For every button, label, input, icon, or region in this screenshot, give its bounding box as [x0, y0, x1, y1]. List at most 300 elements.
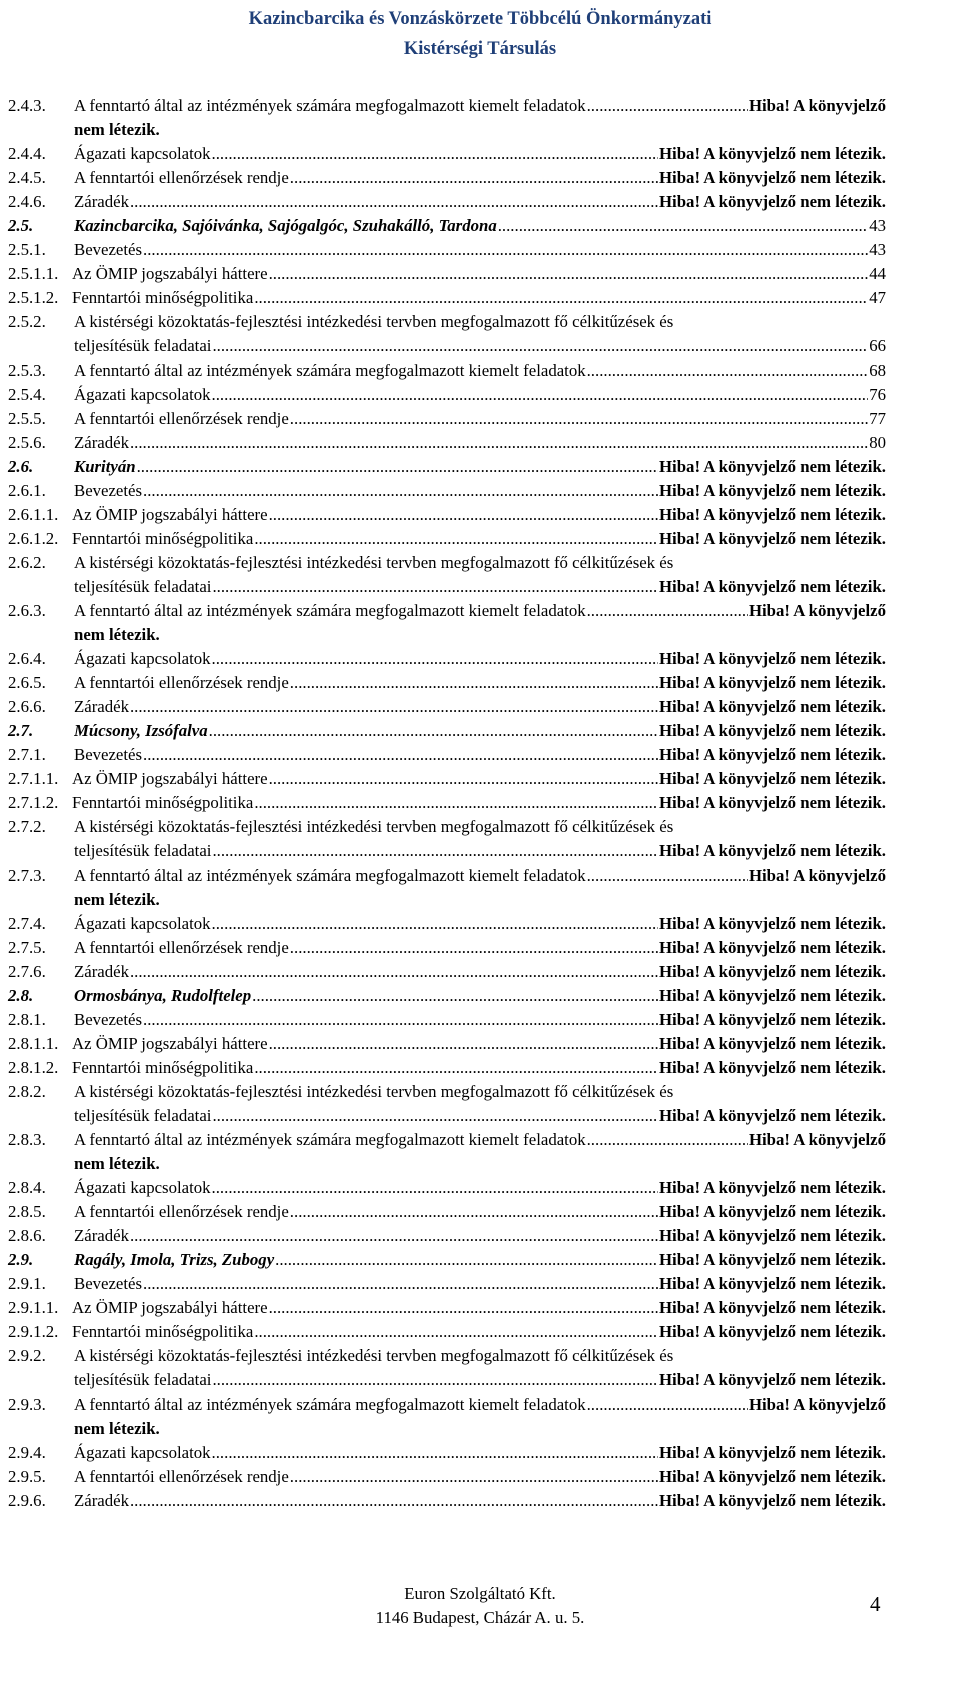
toc-entry-line [74, 310, 886, 334]
toc-entry-number: 2.6.1.1. [8, 504, 59, 524]
dot-leader [212, 142, 658, 166]
toc-entry-error: Hiba! A könyvjelző nem létezik. [659, 985, 886, 1005]
toc-entry-title: Bevezetés [74, 1274, 143, 1294]
toc-entry[interactable] [8, 984, 886, 1008]
toc-entry-body [74, 1128, 886, 1176]
dot-leader [269, 767, 658, 791]
toc-entry[interactable] [8, 214, 886, 238]
toc-entry-title: Az ÖMIP jogszabályi háttere [72, 1033, 268, 1053]
toc-entry-error: Hiba! A könyvjelző nem létezik. [659, 1226, 886, 1246]
toc-entry-page: 44 [869, 264, 886, 284]
toc-entry-error: Hiba! A könyvjelző nem létezik. [659, 721, 886, 741]
dot-leader [130, 960, 658, 984]
toc-entry-line [74, 1489, 886, 1513]
toc-entry-line [74, 743, 886, 767]
toc-entry-line [74, 431, 886, 455]
toc-entry-line [74, 695, 886, 719]
dot-leader [290, 407, 868, 431]
toc-entry-number: 2.6.5. [8, 673, 46, 693]
toc-entry-line [74, 1152, 886, 1176]
toc-entry-title: A fenntartói ellenőrzések rendje [74, 408, 289, 428]
dot-leader [143, 1008, 658, 1032]
dot-leader [212, 1441, 658, 1465]
dot-leader [212, 912, 658, 936]
toc-entry-body [74, 142, 886, 166]
toc-entry-title: Bevezetés [74, 1009, 143, 1029]
dot-leader [209, 719, 658, 743]
toc-entry-error: Hiba! A könyvjelző [748, 96, 886, 115]
toc-entry-error: Hiba! A könyvjelző nem létezik. [659, 1442, 886, 1462]
toc-entry-line [74, 623, 886, 647]
toc-entry-error: Hiba! A könyvjelző nem létezik. [659, 745, 886, 765]
toc-entry[interactable] [8, 791, 886, 815]
toc-entry-number: 2.6.3. [8, 600, 46, 620]
dot-leader [143, 743, 658, 767]
toc-entry-line [74, 1248, 886, 1272]
toc-entry-error: Hiba! A könyvjelző nem létezik. [659, 1105, 886, 1125]
toc-entry[interactable] [8, 503, 886, 527]
toc-entry[interactable] [8, 1393, 886, 1441]
toc-entry-number: 2.5.6. [8, 432, 46, 452]
toc-entry-line [72, 262, 886, 286]
toc-entry-line [72, 791, 886, 815]
toc-entry-body [74, 238, 886, 262]
dot-leader [587, 94, 748, 118]
toc-entry-error: Hiba! A könyvjelző [748, 865, 886, 885]
toc-entry[interactable] [8, 599, 886, 647]
toc-entry-body [74, 551, 886, 599]
toc-entry-number: 2.9. [8, 1250, 34, 1270]
toc-entry-body [74, 1393, 886, 1441]
toc-entry-error: Hiba! A könyvjelző nem létezik. [659, 649, 886, 669]
dot-leader [587, 1393, 748, 1417]
toc-entry-error: Hiba! A könyvjelző nem létezik. [659, 1490, 886, 1510]
dot-leader [269, 503, 658, 527]
toc-entry-body [74, 815, 886, 863]
toc-entry-title: A kistérségi közoktatás-fejlesztési intézkedési tervben megfogalmazott fő célkitűzések és [74, 817, 674, 837]
toc-entry-line [72, 1296, 886, 1320]
toc-entry-title: A kistérségi közoktatás-fejlesztési intézkedési tervben megfogalmazott fő célkitűzések és [74, 312, 674, 332]
dot-leader [254, 791, 658, 815]
toc-entry-body [74, 94, 886, 142]
toc-entry-body [74, 166, 886, 190]
toc-entry[interactable] [8, 286, 886, 310]
toc-entry-error: Hiba! A könyvjelző nem létezik. [659, 168, 886, 188]
toc-entry-line [74, 912, 886, 936]
toc-entry-number: 2.7.4. [8, 913, 46, 933]
toc-entry-error-continued: nem létezik. [74, 889, 160, 909]
dot-leader [587, 864, 748, 888]
toc-entry-title: A fenntartói ellenőrzések rendje [74, 1202, 289, 1222]
toc-entry-number: 2.8.2. [8, 1081, 46, 1101]
toc-entry-body [74, 1441, 886, 1465]
toc-entry-line [74, 1393, 886, 1417]
toc-entry-title: Ágazati kapcsolatok [74, 384, 211, 404]
toc-entry[interactable] [8, 455, 886, 479]
dot-leader [254, 527, 658, 551]
dot-leader [254, 286, 868, 310]
toc-entry-page: 77 [869, 408, 886, 428]
toc-entry[interactable] [8, 1176, 886, 1200]
toc-entry-title: A fenntartó által az intézmények számára megfogalmazott kiemelt feladatok [74, 1130, 586, 1150]
toc-entry-title: A kistérségi közoktatás-fejlesztési intézkedési tervben megfogalmazott fő célkitűzések és [74, 552, 674, 572]
toc-entry[interactable] [8, 1489, 886, 1513]
toc-entry-number: 2.5.1.2. [8, 288, 59, 308]
dot-leader [269, 262, 869, 286]
toc-entry-number: 2.7.1.2. [8, 793, 59, 813]
toc-entry-number: 2.9.1.2. [8, 1322, 59, 1342]
toc-entry-title: Az ÖMIP jogszabályi háttere [72, 769, 268, 789]
toc-entry[interactable] [8, 142, 886, 166]
toc-entry-number: 2.7.3. [8, 865, 46, 885]
toc-entry-error: Hiba! A könyvjelző [748, 1130, 886, 1150]
toc-entry-line [74, 1128, 886, 1152]
toc-entry-title: Ragály, Imola, Trizs, Zubogy [74, 1250, 275, 1270]
toc-entry-body [74, 864, 886, 912]
toc-entry-error: Hiba! A könyvjelző nem létezik. [659, 1057, 886, 1077]
toc-entry[interactable] [8, 1224, 886, 1248]
toc-entry-body [74, 214, 886, 238]
toc-entry-error: Hiba! A könyvjelző nem létezik. [659, 504, 886, 524]
toc-entry-line [74, 551, 886, 575]
toc-entry-error-continued: nem létezik. [74, 625, 160, 645]
toc-entry-line [74, 334, 886, 358]
toc-entry[interactable] [8, 647, 886, 671]
toc-entry-body [72, 262, 886, 286]
toc-entry-number: 2.4.5. [8, 168, 46, 188]
toc-entry-body [72, 503, 886, 527]
toc-entry-body [74, 912, 886, 936]
toc-entry-number: 2.7. [8, 721, 34, 741]
toc-entry[interactable] [8, 527, 886, 551]
toc-entry-line [74, 94, 886, 118]
toc-entry-title-continued: teljesítésük feladatai [74, 1370, 212, 1390]
toc-entry-page: 76 [869, 384, 886, 404]
toc-entry-number: 2.5. [8, 216, 34, 236]
header-organization: Kazincbarcika és Vonzáskörzete Többcélú Önkormányzati [248, 9, 712, 29]
toc-entry-body [74, 455, 886, 479]
toc-entry-title: Fenntartói minőségpolitika [72, 288, 254, 308]
toc-entry[interactable] [8, 912, 886, 936]
dot-leader [587, 359, 869, 383]
toc-entry-title-continued: teljesítésük feladatai [74, 1105, 212, 1125]
toc-entry[interactable] [8, 431, 886, 455]
toc-entry-line [72, 767, 886, 791]
toc-entry-title: Fenntartói minőségpolitika [72, 1057, 254, 1077]
toc-entry-error: Hiba! A könyvjelző nem létezik. [659, 697, 886, 717]
dot-leader [130, 431, 868, 455]
toc-entry-number: 2.8.3. [8, 1130, 46, 1150]
toc-entry-error: Hiba! A könyvjelző nem létezik. [659, 1033, 886, 1053]
toc-entry-title-continued: teljesítésük feladatai [74, 576, 212, 596]
toc-entry-title: Kurityán [74, 456, 136, 476]
toc-entry[interactable] [8, 671, 886, 695]
toc-entry-body [74, 671, 886, 695]
dot-leader [275, 1248, 658, 1272]
toc-entry-line [74, 599, 886, 623]
footer-address: 1146 Budapest, Cházár A. u. 5. [375, 1608, 585, 1627]
toc-entry-page: 80 [869, 432, 886, 452]
toc-entry-number: 2.6.1.2. [8, 528, 59, 548]
toc-entry[interactable] [8, 767, 886, 791]
toc-entry-body [74, 1080, 886, 1128]
toc-entry-title: A fenntartó által az intézmények számára megfogalmazott kiemelt feladatok [74, 96, 586, 115]
toc-entry-error: Hiba! A könyvjelző nem létezik. [659, 841, 886, 861]
toc-entry-number: 2.8.1.2. [8, 1057, 59, 1077]
toc-entry-number: 2.6.4. [8, 649, 46, 669]
toc-entry-title: Bevezetés [74, 745, 143, 765]
toc-entry-line [74, 984, 886, 1008]
toc-entry-error: Hiba! A könyvjelző [748, 1394, 886, 1414]
toc-entry[interactable] [8, 1056, 886, 1080]
footer-company: Euron Szolgáltató Kft. [404, 1584, 556, 1603]
toc-entry-line [74, 359, 886, 383]
toc-entry-title: Bevezetés [74, 240, 143, 260]
toc-entry-line [74, 407, 886, 431]
toc-entry-line [74, 1176, 886, 1200]
toc-entry-body [72, 1320, 886, 1344]
toc-entry[interactable] [8, 864, 886, 912]
toc-entry-title: Kazincbarcika, Sajóivánka, Sajógalgóc, Szuhakálló, Tardona [74, 216, 497, 236]
toc-entry-page: 68 [869, 360, 886, 380]
toc-entry-title: A fenntartói ellenőrzések rendje [74, 937, 289, 957]
toc-entry[interactable] [8, 960, 886, 984]
dot-leader [269, 1296, 658, 1320]
toc-entry-body [74, 1008, 886, 1032]
toc-entry-error: Hiba! A könyvjelző nem létezik. [659, 961, 886, 981]
toc-entry[interactable] [8, 1465, 886, 1489]
toc-entry-number: 2.5.1.1. [8, 264, 59, 284]
toc-entry-title-continued: teljesítésük feladatai [74, 336, 212, 356]
toc-entry-title: Záradék [74, 432, 129, 452]
toc-entry[interactable] [8, 695, 886, 719]
toc-entry-page: 43 [869, 240, 886, 260]
toc-entry-body [74, 719, 886, 743]
toc-entry[interactable] [8, 1248, 886, 1272]
toc-entry-title: Ágazati kapcsolatok [74, 913, 211, 933]
toc-entry-line [74, 1272, 886, 1296]
toc-entry-title: A fenntartó által az intézmények számára megfogalmazott kiemelt feladatok [74, 1394, 586, 1414]
toc-entry-body [74, 1344, 886, 1392]
toc-entry-error: Hiba! A könyvjelző nem létezik. [659, 528, 886, 548]
toc-entry-title: Záradék [74, 961, 129, 981]
toc-entry-number: 2.4.6. [8, 192, 46, 212]
toc-entry[interactable] [8, 94, 886, 142]
toc-entry-number: 2.9.5. [8, 1466, 46, 1486]
page-number: 4 [870, 1592, 881, 1616]
toc-entry-line [74, 1344, 886, 1368]
toc-entry-title: Ágazati kapcsolatok [74, 1178, 211, 1198]
toc-entry-error: Hiba! A könyvjelző nem létezik. [659, 192, 886, 212]
toc-entry-title: Az ÖMIP jogszabályi háttere [72, 504, 268, 524]
toc-entry-body [74, 936, 886, 960]
table-of-contents [8, 94, 886, 1513]
toc-entry-number: 2.7.1.1. [8, 769, 59, 789]
toc-entry-line [74, 575, 886, 599]
toc-entry[interactable] [8, 1128, 886, 1176]
toc-entry[interactable] [8, 166, 886, 190]
toc-entry-title: A fenntartói ellenőrzések rendje [74, 673, 289, 693]
toc-entry-line [74, 142, 886, 166]
toc-entry[interactable] [8, 1272, 886, 1296]
dot-leader [143, 1272, 658, 1296]
toc-entry[interactable] [8, 936, 886, 960]
toc-entry[interactable] [8, 1032, 886, 1056]
toc-entry-number: 2.6.6. [8, 697, 46, 717]
toc-entry-title: Fenntartói minőségpolitika [72, 528, 254, 548]
toc-entry[interactable] [8, 1008, 886, 1032]
toc-entry-title: A fenntartó által az intézmények számára megfogalmazott kiemelt feladatok [74, 600, 586, 620]
toc-entry-title: Ormosbánya, Rudolftelep [74, 985, 252, 1005]
toc-entry-body [74, 190, 886, 214]
toc-entry[interactable] [8, 1320, 886, 1344]
toc-entry-number: 2.8.1. [8, 1009, 46, 1029]
toc-entry-number: 2.9.6. [8, 1490, 46, 1510]
dot-leader [212, 383, 869, 407]
toc-entry-body [74, 1224, 886, 1248]
toc-entry[interactable] [8, 719, 886, 743]
toc-entry-line [74, 1441, 886, 1465]
toc-entry[interactable] [8, 1296, 886, 1320]
toc-entry-title: Záradék [74, 1490, 129, 1510]
toc-entry-line [72, 286, 886, 310]
toc-entry-line [74, 1368, 886, 1392]
header-association: Kistérségi Társulás [403, 39, 557, 59]
toc-entry-title: Az ÖMIP jogszabályi háttere [72, 264, 268, 284]
toc-entry-error: Hiba! A könyvjelző nem létezik. [659, 1322, 886, 1342]
dot-leader [498, 214, 869, 238]
toc-entry[interactable] [8, 1080, 886, 1128]
toc-entry-body [72, 1296, 886, 1320]
toc-entry-line [74, 1224, 886, 1248]
toc-entry-number: 2.6.2. [8, 552, 46, 572]
toc-entry-line [74, 888, 886, 912]
toc-entry-line [74, 455, 886, 479]
toc-entry-line [74, 1200, 886, 1224]
toc-entry[interactable] [8, 407, 886, 431]
dot-leader [212, 839, 658, 863]
toc-entry-title-continued: teljesítésük feladatai [74, 841, 212, 861]
toc-entry-page: 43 [869, 216, 886, 236]
toc-entry-title: Bevezetés [74, 480, 143, 500]
toc-entry-number: 2.8.1.1. [8, 1033, 59, 1053]
toc-entry[interactable] [8, 310, 886, 358]
toc-entry-error: Hiba! A könyvjelző nem létezik. [659, 937, 886, 957]
toc-entry-line [74, 1104, 886, 1128]
toc-entry-error: Hiba! A könyvjelző nem létezik. [659, 1274, 886, 1294]
toc-entry-body [72, 286, 886, 310]
toc-entry-number: 2.4.4. [8, 144, 46, 164]
toc-entry[interactable] [8, 1344, 886, 1392]
dot-leader [212, 575, 658, 599]
document-footer [0, 1582, 960, 1630]
toc-entry-body [74, 1465, 886, 1489]
toc-entry-error: Hiba! A könyvjelző nem létezik. [659, 673, 886, 693]
toc-entry-number: 2.8.4. [8, 1178, 46, 1198]
dot-leader [252, 984, 658, 1008]
toc-entry-body [72, 1056, 886, 1080]
toc-entry[interactable] [8, 551, 886, 599]
toc-entry-line [72, 503, 886, 527]
toc-entry-body [74, 647, 886, 671]
toc-entry-line [74, 864, 886, 888]
toc-entry-title: A fenntartói ellenőrzések rendje [74, 168, 289, 188]
toc-entry-title: Az ÖMIP jogszabályi háttere [72, 1298, 268, 1318]
toc-entry-error: Hiba! A könyvjelző nem létezik. [659, 793, 886, 813]
toc-entry-error: Hiba! A könyvjelző nem létezik. [659, 456, 886, 476]
toc-entry-error-continued: nem létezik. [74, 1154, 160, 1174]
toc-entry[interactable] [8, 238, 886, 262]
dot-leader [290, 671, 658, 695]
toc-entry-body [72, 791, 886, 815]
dot-leader [130, 190, 658, 214]
toc-entry-number: 2.5.3. [8, 360, 46, 380]
toc-entry-number: 2.5.2. [8, 312, 46, 332]
toc-entry-number: 2.8. [8, 985, 34, 1005]
toc-entry-body [74, 984, 886, 1008]
toc-entry-body [74, 1272, 886, 1296]
toc-entry[interactable] [8, 262, 886, 286]
toc-entry[interactable] [8, 383, 886, 407]
toc-entry-error: Hiba! A könyvjelző nem létezik. [659, 769, 886, 789]
toc-entry[interactable] [8, 190, 886, 214]
dot-leader [290, 1200, 658, 1224]
toc-entry-title: Fenntartói minőségpolitika [72, 793, 254, 813]
toc-entry-error: Hiba! A könyvjelző nem létezik. [659, 1178, 886, 1198]
toc-entry-number: 2.7.2. [8, 817, 46, 837]
toc-entry-number: 2.6. [8, 456, 34, 476]
toc-entry-line [74, 1008, 886, 1032]
toc-entry-title: A fenntartó által az intézmények számára megfogalmazott kiemelt feladatok [74, 865, 586, 885]
dot-leader [130, 1224, 658, 1248]
toc-entry-number: 2.4.3. [8, 96, 46, 115]
toc-entry-number: 2.5.5. [8, 408, 46, 428]
dot-leader [212, 1104, 658, 1128]
toc-entry[interactable] [8, 815, 886, 863]
toc-entry-body [74, 479, 886, 503]
toc-entry[interactable] [8, 1441, 886, 1465]
dot-leader [254, 1320, 658, 1344]
toc-entry[interactable] [8, 1200, 886, 1224]
toc-entry-number: 2.7.1. [8, 745, 46, 765]
dot-leader [212, 334, 868, 358]
toc-entry-title: A kistérségi közoktatás-fejlesztési intézkedési tervben megfogalmazott fő célkitűzések és [74, 1346, 674, 1366]
toc-entry-number: 2.9.1.1. [8, 1298, 59, 1318]
toc-entry-body [74, 310, 886, 358]
toc-entry-line [74, 118, 886, 142]
toc-entry-title: A fenntartói ellenőrzések rendje [74, 1466, 289, 1486]
toc-entry[interactable] [8, 479, 886, 503]
toc-entry-body [72, 767, 886, 791]
toc-entry-body [74, 599, 886, 647]
toc-entry-number: 2.8.5. [8, 1202, 46, 1222]
toc-entry-error: Hiba! A könyvjelző nem létezik. [659, 1370, 886, 1390]
toc-entry-body [74, 743, 886, 767]
toc-entry-error-continued: nem létezik. [74, 1418, 160, 1438]
toc-entry[interactable] [8, 743, 886, 767]
toc-entry-body [74, 1200, 886, 1224]
toc-entry-title: Ágazati kapcsolatok [74, 144, 211, 164]
toc-entry-body [74, 383, 886, 407]
toc-entry[interactable] [8, 359, 886, 383]
toc-entry-line [74, 936, 886, 960]
toc-entry-number: 2.9.1. [8, 1274, 46, 1294]
toc-entry-line [74, 960, 886, 984]
dot-leader [212, 1368, 658, 1392]
toc-entry-error: Hiba! A könyvjelző nem létezik. [659, 1250, 886, 1270]
dot-leader [130, 695, 658, 719]
dot-leader [269, 1032, 658, 1056]
